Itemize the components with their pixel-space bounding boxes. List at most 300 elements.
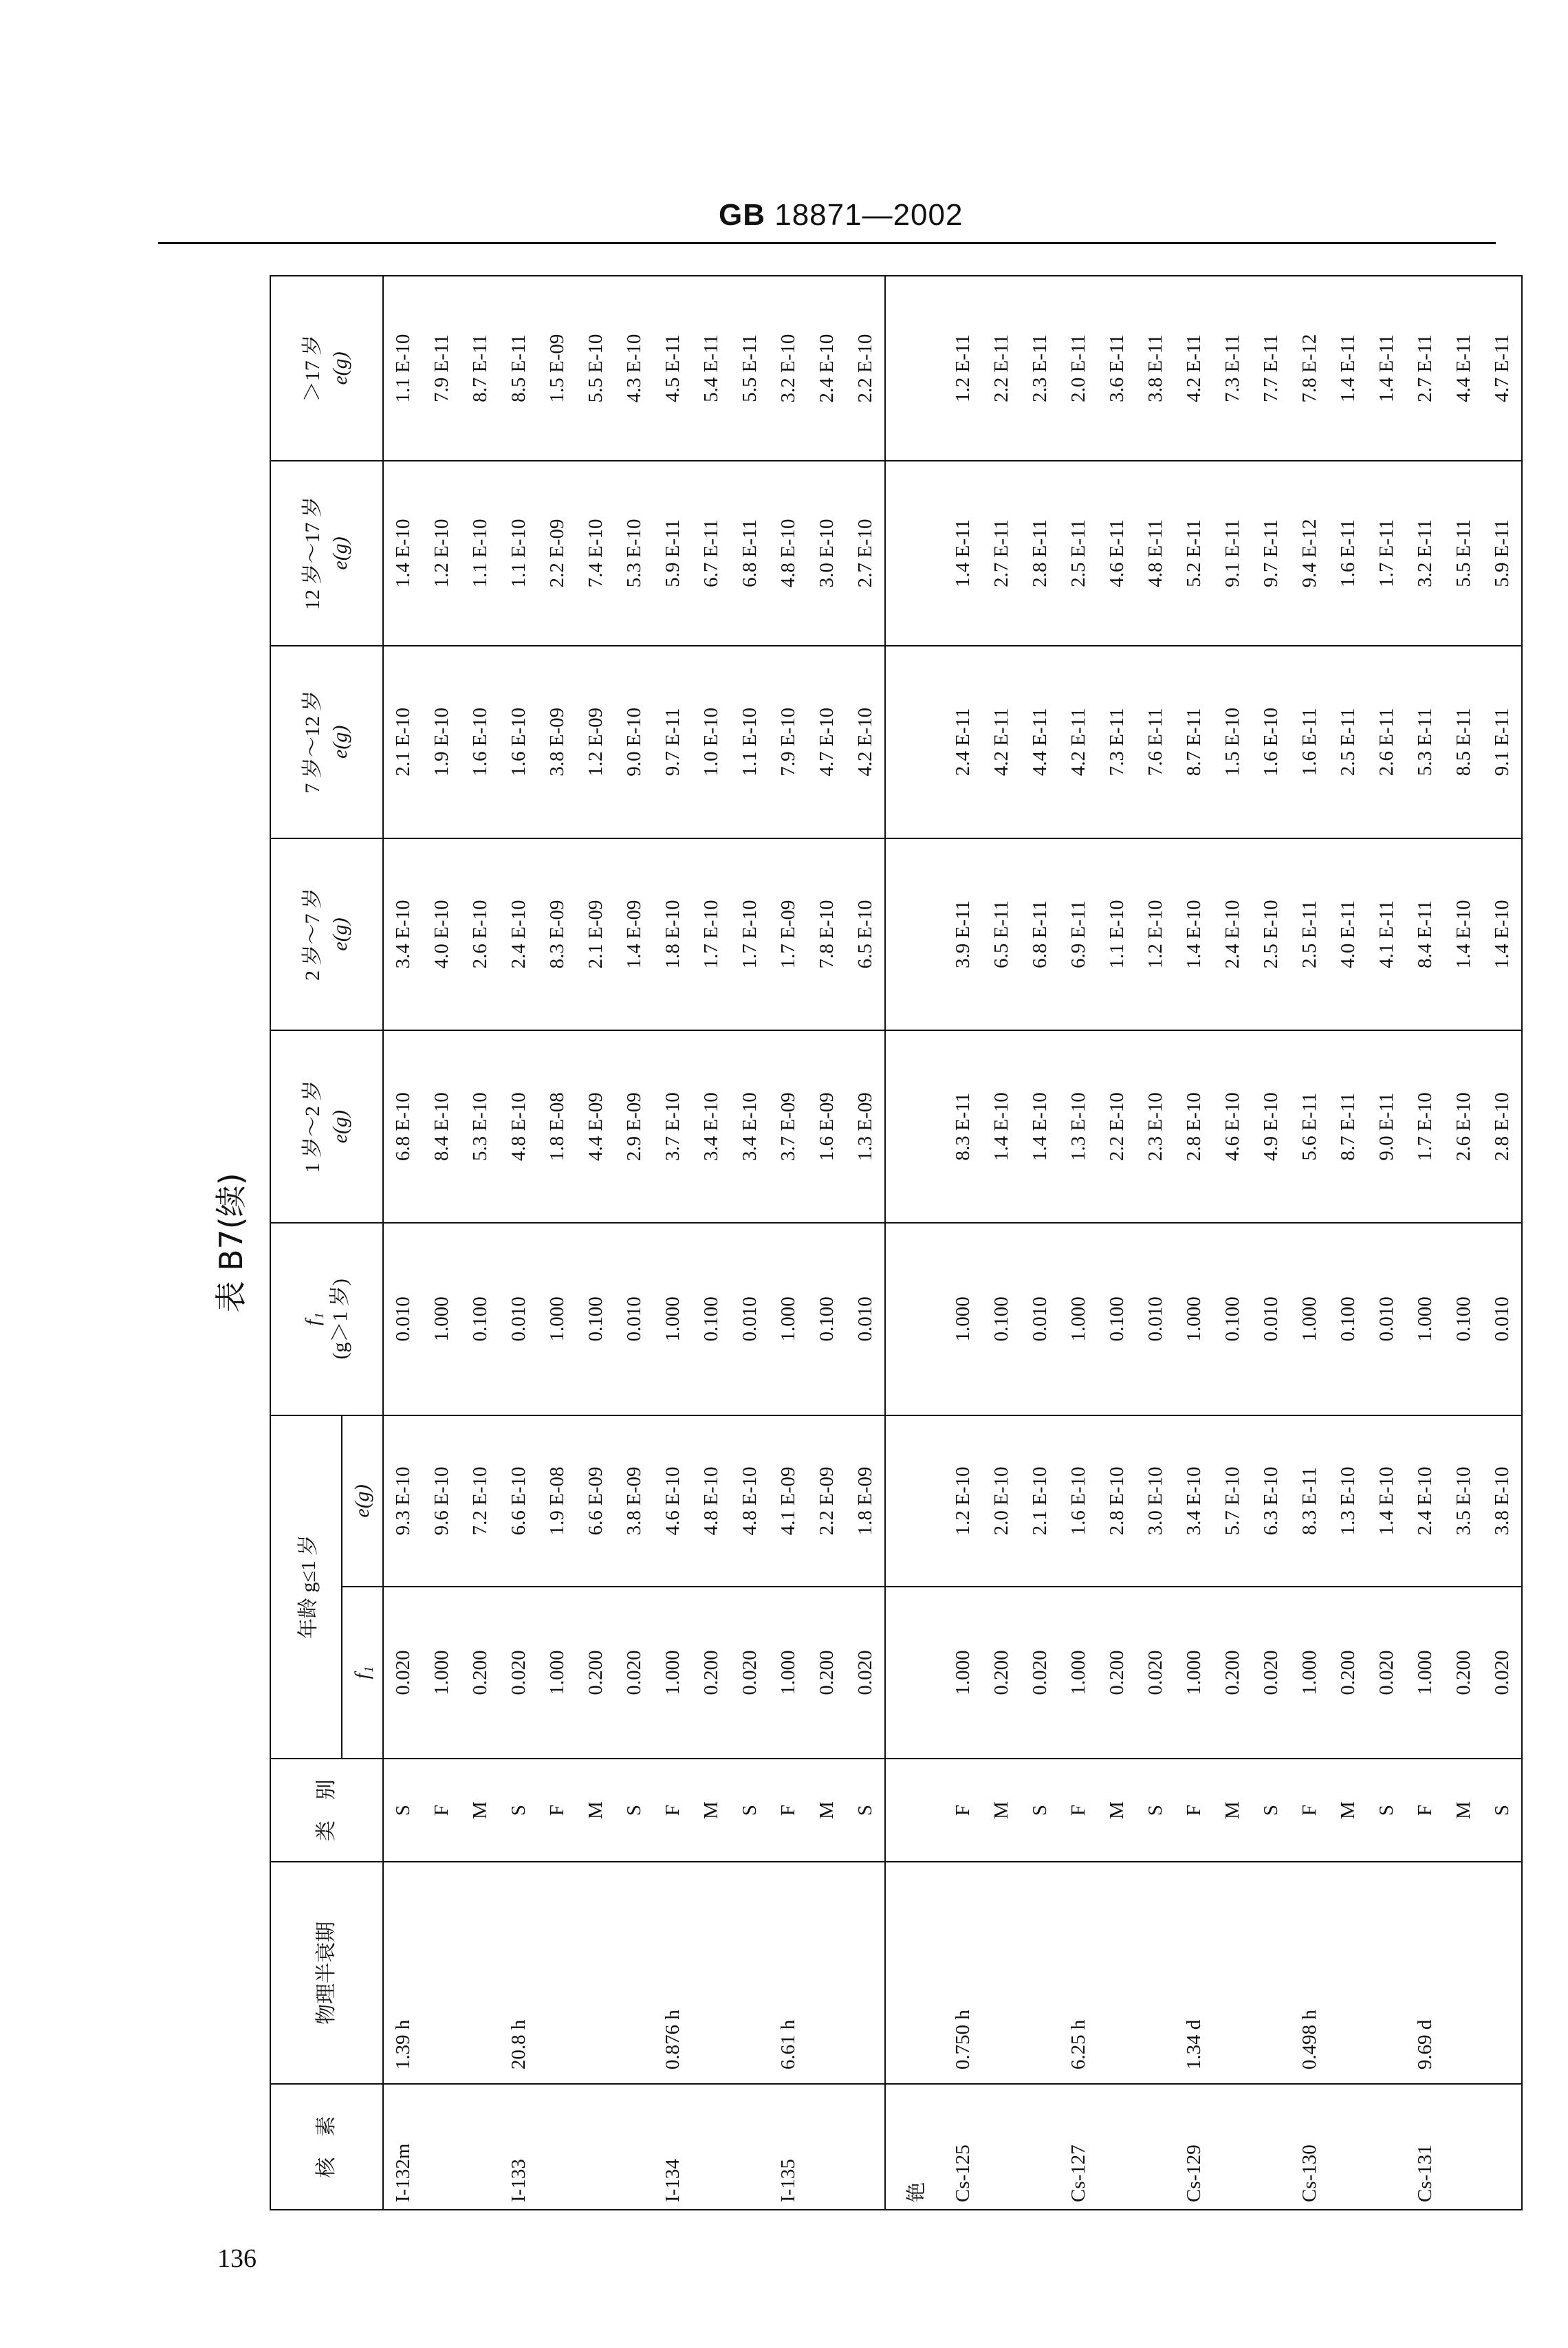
half-life-cell [538,1862,576,2084]
class-cell: M [692,1759,730,1862]
e-7-12-cell: 7.6 E-11 [1136,646,1175,838]
table-cell [885,1223,944,1415]
infant-f1-cell: 1.000 [769,1587,807,1759]
e-2-7-cell: 1.4 E-10 [1444,838,1483,1031]
half-life-cell [730,1862,769,2084]
e-1-2-cell: 9.0 E-11 [1367,1030,1406,1223]
e-2-7-cell: 1.7 E-10 [730,838,769,1031]
infant-e-cell: 1.2 E-10 [944,1415,982,1587]
half-life-cell [1483,1862,1522,2084]
class-cell: F [1059,1759,1098,1862]
f1-cell: 0.010 [1252,1223,1290,1415]
class-cell: M [1329,1759,1367,1862]
e-over-17-cell: 5.5 E-11 [730,276,769,461]
e-2-7-cell: 1.8 E-10 [653,838,692,1031]
infant-f1-cell: 1.000 [1290,1587,1329,1759]
header-infant-f1: f₁ [342,1587,383,1759]
e-12-17-cell: 1.4 E-11 [944,461,982,646]
e-2-7-cell: 6.5 E-10 [846,838,885,1031]
e-12-17-cell: 7.4 E-10 [576,461,615,646]
f1-cell: 0.010 [499,1223,538,1415]
f1-cell: 0.100 [807,1223,846,1415]
half-life-cell [576,1862,615,2084]
infant-e-cell: 1.8 E-09 [846,1415,885,1587]
table-row [615,276,653,2210]
table-row [1213,276,1252,2210]
nuclide-cell [1252,2084,1290,2210]
e-1-2-cell: 5.3 E-10 [461,1030,499,1223]
infant-f1-cell: 0.200 [461,1587,499,1759]
e-7-12-cell: 1.1 E-10 [730,646,769,838]
class-cell: F [944,1759,982,1862]
e-over-17-cell: 1.5 E-09 [538,276,576,461]
nuclide-cell: I-134 [653,2084,692,2210]
f1-cell: 0.100 [461,1223,499,1415]
e-2-7-cell: 8.4 E-11 [1406,838,1444,1031]
e-7-12-cell: 3.8 E-09 [538,646,576,838]
e-1-2-cell: 1.6 E-09 [807,1030,846,1223]
page-number: 136 [217,2244,257,2273]
e-1-2-cell: 2.8 E-10 [1483,1030,1522,1223]
f1-cell: 1.000 [538,1223,576,1415]
e-2-7-cell: 3.4 E-10 [383,838,422,1031]
f1-cell: 0.010 [1367,1223,1406,1415]
table-row [538,276,576,2210]
half-life-cell: 0.876 h [653,1862,692,2084]
class-cell: S [1483,1759,1522,1862]
e-12-17-cell: 2.2 E-09 [538,461,576,646]
table-row [1290,276,1329,2210]
infant-e-cell: 3.4 E-10 [1175,1415,1213,1587]
class-cell: S [846,1759,885,1862]
table-row [576,276,615,2210]
f1-cell: 0.100 [982,1223,1021,1415]
header-age-2-7: 2 岁～7 岁 e(g) [270,838,383,1031]
e-12-17-cell: 5.9 E-11 [653,461,692,646]
half-life-cell [807,1862,846,2084]
e-over-17-cell: 8.7 E-11 [461,276,499,461]
e-1-2-cell: 2.9 E-09 [615,1030,653,1223]
infant-f1-cell: 0.200 [982,1587,1021,1759]
nuclide-cell: Cs-130 [1290,2084,1329,2210]
half-life-cell: 20.8 h [499,1862,538,2084]
e-7-12-cell: 2.1 E-10 [383,646,422,838]
half-life-cell [615,1862,653,2084]
e-7-12-cell: 1.0 E-10 [692,646,730,838]
e-1-2-cell: 2.2 E-10 [1098,1030,1136,1223]
table-row [982,276,1021,2210]
table-row [383,276,422,2210]
e-over-17-cell: 2.2 E-11 [982,276,1021,461]
e-2-7-cell: 7.8 E-10 [807,838,846,1031]
e-12-17-cell: 1.1 E-10 [499,461,538,646]
nuclide-cell: Cs-127 [1059,2084,1098,2210]
infant-f1-cell: 0.200 [1329,1587,1367,1759]
f1-cell: 1.000 [944,1223,982,1415]
infant-f1-cell: 0.200 [1213,1587,1252,1759]
e-12-17-cell: 4.8 E-10 [769,461,807,646]
e-7-12-cell: 1.9 E-10 [422,646,461,838]
e-over-17-cell: 7.9 E-11 [422,276,461,461]
table-row [1252,276,1290,2210]
infant-e-cell: 7.2 E-10 [461,1415,499,1587]
e-over-17-cell: 5.4 E-11 [692,276,730,461]
e-over-17-cell: 4.2 E-11 [1175,276,1213,461]
e-12-17-cell: 2.7 E-10 [846,461,885,646]
e-12-17-cell: 4.8 E-11 [1136,461,1175,646]
e-1-2-cell: 1.4 E-10 [982,1030,1021,1223]
infant-e-cell: 9.3 E-10 [383,1415,422,1587]
table-row [461,276,499,2210]
infant-e-cell: 3.8 E-09 [615,1415,653,1587]
e-over-17-cell: 7.7 E-11 [1252,276,1290,461]
infant-f1-cell: 1.000 [538,1587,576,1759]
e-2-7-cell: 1.1 E-10 [1098,838,1136,1031]
half-life-cell [422,1862,461,2084]
e-over-17-cell: 7.3 E-11 [1213,276,1252,461]
e-1-2-cell: 4.4 E-09 [576,1030,615,1223]
e-7-12-cell: 1.5 E-10 [1213,646,1252,838]
class-cell: S [1021,1759,1059,1862]
class-cell: M [461,1759,499,1862]
class-cell: F [538,1759,576,1862]
half-life-cell [1367,1862,1406,2084]
e-7-12-cell: 1.6 E-10 [499,646,538,838]
half-life-cell: 0.750 h [944,1862,982,2084]
class-cell: F [1175,1759,1213,1862]
e-7-12-cell: 1.6 E-11 [1290,646,1329,838]
nuclide-cell: I-133 [499,2084,538,2210]
e-over-17-cell: 2.7 E-11 [1406,276,1444,461]
infant-f1-cell: 0.200 [1444,1587,1483,1759]
e-12-17-cell: 1.4 E-10 [383,461,422,646]
f1-cell: 0.010 [1136,1223,1175,1415]
infant-f1-cell: 0.200 [692,1587,730,1759]
table-cell [885,1759,944,1862]
half-life-cell [846,1862,885,2084]
e-12-17-cell: 9.4 E-12 [1290,461,1329,646]
table-row [1444,276,1483,2210]
e-7-12-cell: 1.6 E-10 [461,646,499,838]
header-age-over-17: ＞17 岁 e(g) [270,276,383,461]
e-over-17-cell: 1.1 E-10 [383,276,422,461]
element-group-row [885,276,944,2210]
table-cell [885,276,944,461]
table-row [1483,276,1522,2210]
table-cell [885,461,944,646]
e-1-2-cell: 2.3 E-10 [1136,1030,1175,1223]
half-life-cell [1252,1862,1290,2084]
infant-f1-cell: 0.020 [1367,1587,1406,1759]
e-2-7-cell: 2.6 E-10 [461,838,499,1031]
header-class: 类 别 [270,1759,383,1862]
e-2-7-cell: 8.3 E-09 [538,838,576,1031]
e-1-2-cell: 3.7 E-10 [653,1030,692,1223]
e-7-12-cell: 9.7 E-11 [653,646,692,838]
e-7-12-cell: 1.2 E-09 [576,646,615,838]
f1-cell: 0.010 [730,1223,769,1415]
infant-e-cell: 1.6 E-10 [1059,1415,1098,1587]
header-infant-e: e(g) [342,1415,383,1587]
table-row [1406,276,1444,2210]
e-7-12-cell: 4.2 E-11 [1059,646,1098,838]
nuclide-cell [1021,2084,1059,2210]
f1-cell: 0.010 [615,1223,653,1415]
nuclide-cell [730,2084,769,2210]
nuclide-cell [807,2084,846,2210]
f1-cell: 1.000 [1406,1223,1444,1415]
e-2-7-cell: 6.5 E-11 [982,838,1021,1031]
infant-f1-cell: 0.020 [1483,1587,1522,1759]
header-age-group-infant: 年龄 g≤1 岁 [270,1415,342,1759]
table-row [1021,276,1059,2210]
infant-f1-cell: 0.020 [615,1587,653,1759]
infant-f1-cell: 1.000 [422,1587,461,1759]
nuclide-cell [461,2084,499,2210]
f1-cell: 0.100 [1098,1223,1136,1415]
e-12-17-cell: 1.2 E-10 [422,461,461,646]
f1-cell: 1.000 [1059,1223,1098,1415]
infant-f1-cell: 0.020 [1136,1587,1175,1759]
infant-f1-cell: 0.020 [730,1587,769,1759]
f1-cell: 1.000 [422,1223,461,1415]
e-1-2-cell: 4.8 E-10 [499,1030,538,1223]
e-7-12-cell: 7.3 E-11 [1098,646,1136,838]
e-2-7-cell: 6.9 E-11 [1059,838,1098,1031]
infant-e-cell: 8.3 E-11 [1290,1415,1329,1587]
e-7-12-cell: 8.5 E-11 [1444,646,1483,838]
class-cell: M [1213,1759,1252,1862]
header-half-life: 物理半衰期 [270,1862,383,2084]
half-life-cell [1329,1862,1367,2084]
e-12-17-cell: 9.1 E-11 [1213,461,1252,646]
infant-f1-cell: 0.200 [807,1587,846,1759]
e-7-12-cell: 8.7 E-11 [1175,646,1213,838]
half-life-cell [1213,1862,1252,2084]
f1-cell: 1.000 [653,1223,692,1415]
half-life-cell [461,1862,499,2084]
infant-e-cell: 1.4 E-10 [1367,1415,1406,1587]
infant-e-cell: 4.8 E-10 [692,1415,730,1587]
nuclide-cell [422,2084,461,2210]
nuclide-cell: Cs-131 [1406,2084,1444,2210]
class-cell: S [1252,1759,1290,1862]
e-7-12-cell: 4.7 E-10 [807,646,846,838]
e-12-17-cell: 5.5 E-11 [1444,461,1483,646]
table-row [730,276,769,2210]
e-12-17-cell: 3.2 E-11 [1406,461,1444,646]
e-2-7-cell: 6.8 E-11 [1021,838,1059,1031]
half-life-cell: 9.69 d [1406,1862,1444,2084]
infant-f1-cell: 0.020 [1252,1587,1290,1759]
table-row [846,276,885,2210]
e-1-2-cell: 3.7 E-09 [769,1030,807,1223]
e-12-17-cell: 6.8 E-11 [730,461,769,646]
e-1-2-cell: 1.3 E-10 [1059,1030,1098,1223]
half-life-cell: 1.34 d [1175,1862,1213,2084]
class-cell: M [1444,1759,1483,1862]
table-row [1059,276,1098,2210]
f1-cell: 1.000 [1290,1223,1329,1415]
e-over-17-cell: 1.4 E-11 [1367,276,1406,461]
e-7-12-cell: 1.6 E-10 [1252,646,1290,838]
e-over-17-cell: 3.2 E-10 [769,276,807,461]
table-row [653,276,692,2210]
infant-f1-cell: 0.020 [499,1587,538,1759]
rotated-table-container [210,275,1513,2210]
e-1-2-cell: 8.4 E-10 [422,1030,461,1223]
e-7-12-cell: 2.5 E-11 [1329,646,1367,838]
e-over-17-cell: 7.8 E-12 [1290,276,1329,461]
table-body [383,276,1522,2210]
element-label: 铯 [885,2084,944,2210]
e-1-2-cell: 2.8 E-10 [1175,1030,1213,1223]
infant-e-cell: 4.6 E-10 [653,1415,692,1587]
e-2-7-cell: 3.9 E-11 [944,838,982,1031]
e-over-17-cell: 1.2 E-11 [944,276,982,461]
table-row [1367,276,1406,2210]
infant-e-cell: 2.8 E-10 [1098,1415,1136,1587]
f1-cell: 0.010 [1483,1223,1522,1415]
e-2-7-cell: 4.0 E-10 [422,838,461,1031]
e-12-17-cell: 6.7 E-11 [692,461,730,646]
e-2-7-cell: 1.7 E-10 [692,838,730,1031]
e-7-12-cell: 4.2 E-10 [846,646,885,838]
e-1-2-cell: 8.7 E-11 [1329,1030,1367,1223]
e-1-2-cell: 3.4 E-10 [730,1030,769,1223]
nuclide-cell: Cs-125 [944,2084,982,2210]
nuclide-cell [576,2084,615,2210]
e-12-17-cell: 1.7 E-11 [1367,461,1406,646]
header-rule [158,242,1496,244]
nuclide-cell [1213,2084,1252,2210]
infant-f1-cell: 0.200 [1098,1587,1136,1759]
f1-cell: 0.100 [1329,1223,1367,1415]
infant-f1-cell: 1.000 [653,1587,692,1759]
e-7-12-cell: 9.1 E-11 [1483,646,1522,838]
infant-f1-cell: 0.020 [846,1587,885,1759]
nuclide-cell [1098,2084,1136,2210]
nuclide-cell [538,2084,576,2210]
e-over-17-cell: 5.5 E-10 [576,276,615,461]
f1-cell: 0.010 [846,1223,885,1415]
e-7-12-cell: 9.0 E-10 [615,646,653,838]
table-row [1136,276,1175,2210]
class-cell: F [1406,1759,1444,1862]
e-1-2-cell: 1.4 E-10 [1021,1030,1059,1223]
e-12-17-cell: 5.3 E-10 [615,461,653,646]
e-2-7-cell: 1.7 E-09 [769,838,807,1031]
nuclide-cell: I-135 [769,2084,807,2210]
table-row [499,276,538,2210]
infant-e-cell: 6.6 E-09 [576,1415,615,1587]
infant-e-cell: 6.3 E-10 [1252,1415,1290,1587]
e-12-17-cell: 4.6 E-11 [1098,461,1136,646]
e-over-17-cell: 2.2 E-10 [846,276,885,461]
f1-cell: 0.100 [692,1223,730,1415]
half-life-cell: 6.61 h [769,1862,807,2084]
table-row [807,276,846,2210]
class-cell: S [1136,1759,1175,1862]
e-over-17-cell: 4.7 E-11 [1483,276,1522,461]
e-7-12-cell: 2.4 E-11 [944,646,982,838]
e-12-17-cell: 3.0 E-10 [807,461,846,646]
half-life-cell [1098,1862,1136,2084]
class-cell: S [730,1759,769,1862]
header-age-1-2: 1 岁～2 岁 e(g) [270,1030,383,1223]
nuclide-cell [1444,2084,1483,2210]
half-life-cell [692,1862,730,2084]
f1-cell: 1.000 [1175,1223,1213,1415]
class-cell: S [499,1759,538,1862]
infant-e-cell: 3.5 E-10 [1444,1415,1483,1587]
nuclide-cell [846,2084,885,2210]
half-life-cell: 0.498 h [1290,1862,1329,2084]
table-row [1175,276,1213,2210]
nuclide-cell [615,2084,653,2210]
nuclide-cell: Cs-129 [1175,2084,1213,2210]
e-1-2-cell: 3.4 E-10 [692,1030,730,1223]
nuclide-cell: I-132m [383,2084,422,2210]
e-over-17-cell: 1.4 E-11 [1329,276,1367,461]
table-cell [885,1587,944,1759]
table-cell [885,1030,944,1223]
class-cell: F [653,1759,692,1862]
infant-e-cell: 1.3 E-10 [1329,1415,1367,1587]
infant-f1-cell: 1.000 [1059,1587,1098,1759]
e-over-17-cell: 2.0 E-11 [1059,276,1098,461]
f1-cell: 0.100 [1444,1223,1483,1415]
e-over-17-cell: 8.5 E-11 [499,276,538,461]
e-7-12-cell: 4.4 E-11 [1021,646,1059,838]
infant-e-cell: 2.0 E-10 [982,1415,1021,1587]
nuclide-cell [1136,2084,1175,2210]
table-cell [885,1415,944,1587]
e-2-7-cell: 4.0 E-11 [1329,838,1367,1031]
e-12-17-cell: 5.9 E-11 [1483,461,1522,646]
nuclide-cell [1483,2084,1522,2210]
table-row [422,276,461,2210]
f1-cell: 0.010 [383,1223,422,1415]
class-cell: F [1290,1759,1329,1862]
infant-e-cell: 4.8 E-10 [730,1415,769,1587]
e-over-17-cell: 3.6 E-11 [1098,276,1136,461]
e-12-17-cell: 9.7 E-11 [1252,461,1290,646]
infant-e-cell: 3.8 E-10 [1483,1415,1522,1587]
e-over-17-cell: 4.5 E-11 [653,276,692,461]
e-12-17-cell: 2.5 E-11 [1059,461,1098,646]
nuclide-cell [982,2084,1021,2210]
e-2-7-cell: 1.4 E-09 [615,838,653,1031]
half-life-cell: 1.39 h [383,1862,422,2084]
class-cell: M [576,1759,615,1862]
e-12-17-cell: 5.2 E-11 [1175,461,1213,646]
table-row [1329,276,1367,2210]
f1-cell: 0.100 [1213,1223,1252,1415]
e-over-17-cell: 4.3 E-10 [615,276,653,461]
dose-coefficient-table [270,275,1523,2210]
header-age-7-12: 7 岁～12 岁 e(g) [270,646,383,838]
e-2-7-cell: 1.2 E-10 [1136,838,1175,1031]
f1-cell: 0.010 [1021,1223,1059,1415]
e-over-17-cell: 2.3 E-11 [1021,276,1059,461]
e-12-17-cell: 2.8 E-11 [1021,461,1059,646]
infant-f1-cell: 0.020 [1021,1587,1059,1759]
e-1-2-cell: 2.6 E-10 [1444,1030,1483,1223]
half-life-cell [1021,1862,1059,2084]
nuclide-cell [1367,2084,1406,2210]
e-2-7-cell: 2.4 E-10 [1213,838,1252,1031]
